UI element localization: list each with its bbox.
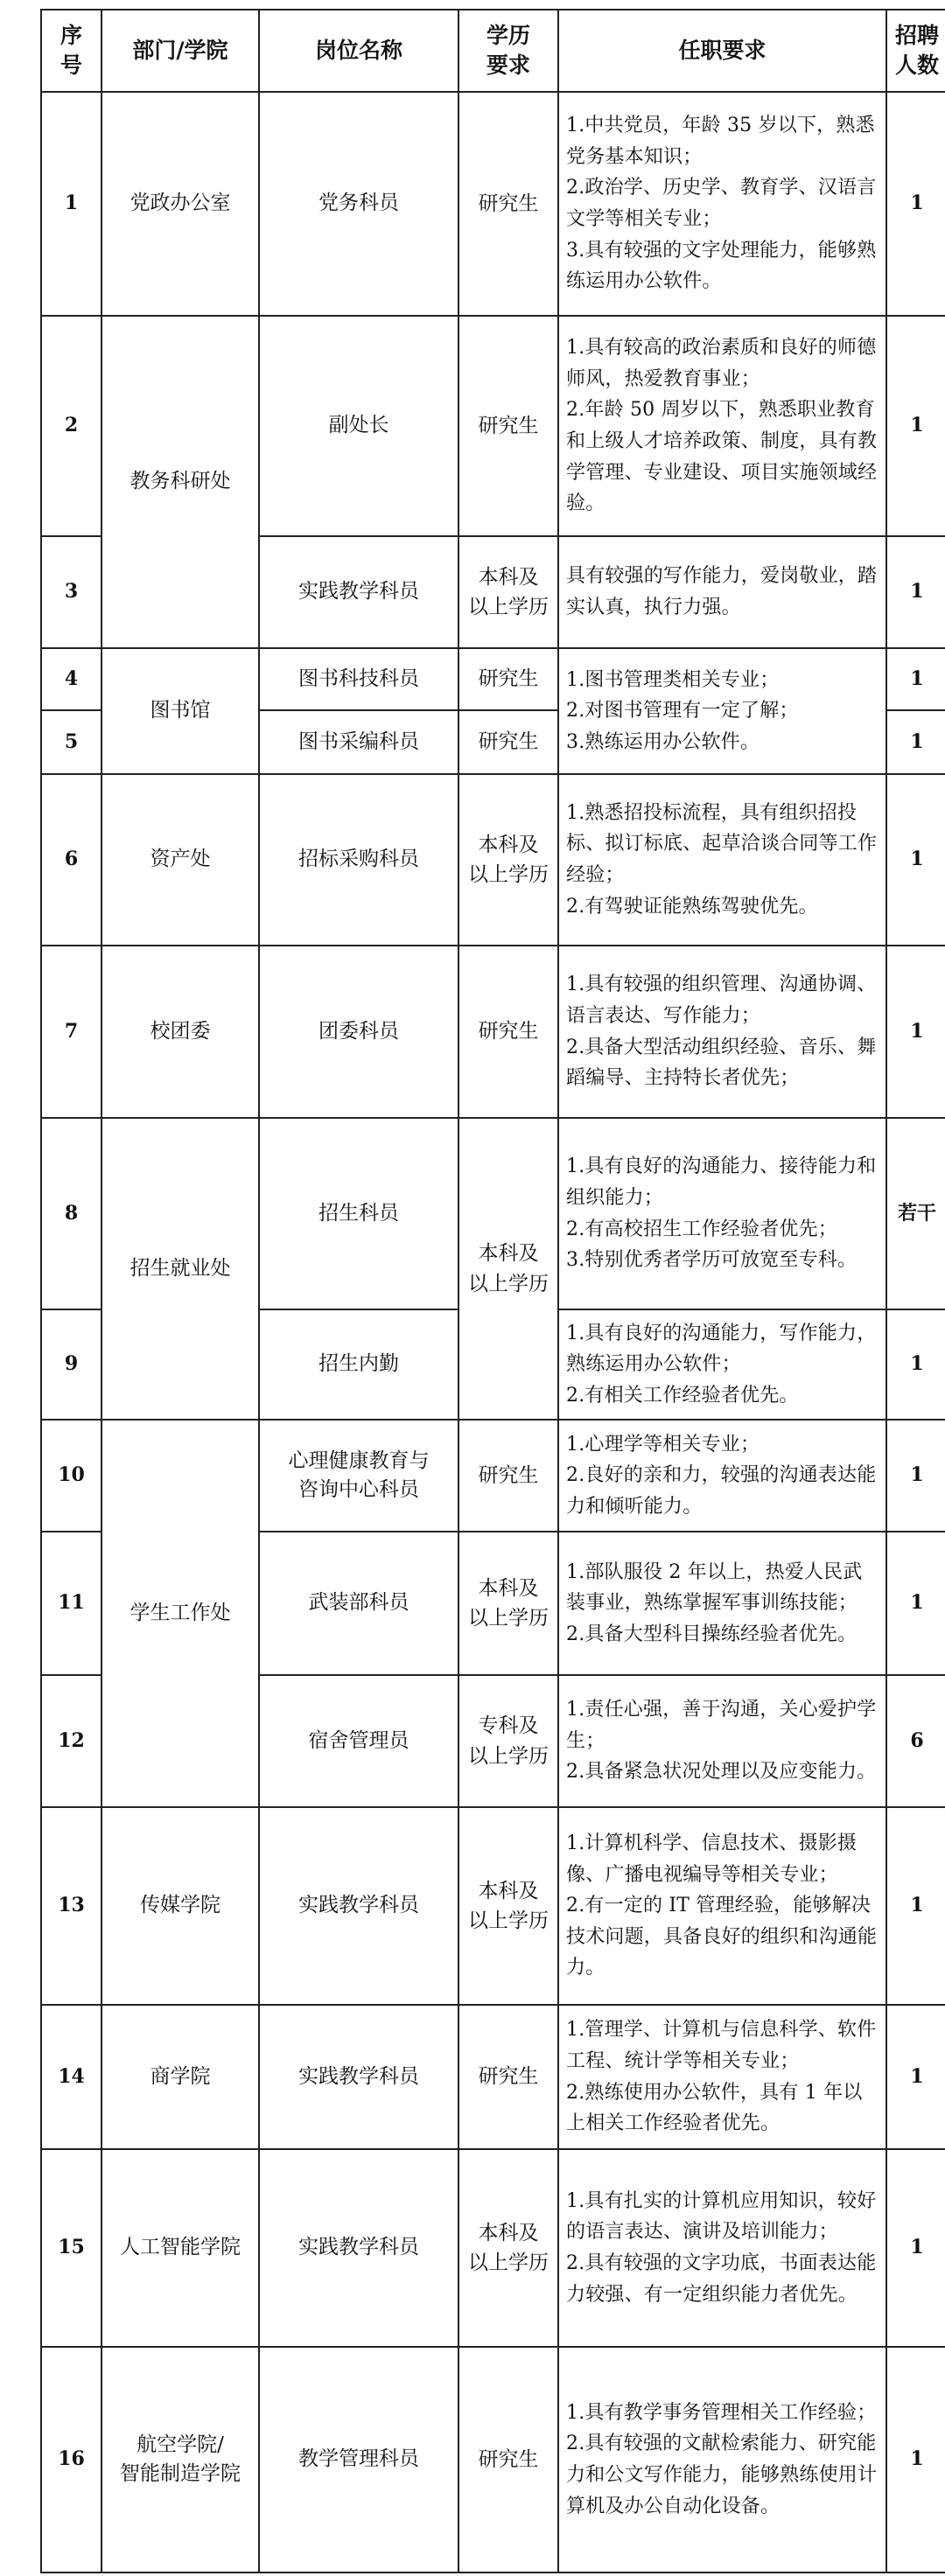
- requirements-cell: [558, 648, 886, 774]
- dept-cell: 校团委: [102, 946, 259, 1118]
- requirement-line: 2.具备大型活动组织经验、音乐、舞蹈编导、主持特长者优先；: [566, 1036, 877, 1090]
- post-cell: 实践教学科员: [259, 2149, 458, 2347]
- header-seq: 序 号: [41, 10, 102, 92]
- seq-cell: 9: [41, 1309, 102, 1420]
- post-cell: 武装部科员: [259, 1532, 458, 1675]
- table-row: [41, 2005, 945, 2149]
- requirement-line: 3.特别优秀者学历可放宽至专科。: [566, 1249, 858, 1272]
- count-cell: 1: [886, 316, 945, 536]
- seq-cell: 3: [41, 536, 102, 648]
- seq-cell: 12: [41, 1675, 102, 1807]
- dept-cell: 学生工作处: [102, 1420, 259, 1807]
- requirement-line: 3.具有较强的文字处理能力，能够熟练运用办公软件。: [566, 239, 877, 293]
- requirements-cell: [558, 946, 886, 1118]
- requirement-line: 2.有驾驶证能熟练驾驶优先。: [566, 895, 818, 918]
- edu-cell: 研究生: [458, 2347, 558, 2573]
- recruitment-table-container: [40, 9, 945, 2573]
- header-edu: 学历 要求: [458, 10, 558, 92]
- table-row: [41, 648, 945, 710]
- requirement-line: 2.对图书管理有一定了解；: [566, 700, 799, 723]
- dept-cell: 商学院: [102, 2005, 259, 2149]
- requirement-line: 2.有一定的 IT 管理经验，能够解决技术问题，具备良好的组织和沟通能力。: [566, 1895, 878, 1979]
- seq-cell: 6: [41, 774, 102, 946]
- count-cell: 1: [886, 1807, 945, 2005]
- requirements-cell: [558, 774, 886, 946]
- count-cell: 6: [886, 1675, 945, 1807]
- seq-cell: 16: [41, 2347, 102, 2573]
- count-cell: 1: [886, 1420, 945, 1532]
- edu-cell: 本科及 以上学历: [458, 536, 558, 648]
- post-cell: 教学管理科员: [259, 2347, 458, 2573]
- post-cell: 副处长: [259, 316, 458, 536]
- edu-cell: 本科及 以上学历: [458, 1807, 558, 2005]
- header-count: 招聘 人数: [886, 10, 945, 92]
- post-cell: 团委科员: [259, 946, 458, 1118]
- requirement-line: 1.图书管理类相关专业；: [566, 668, 780, 691]
- count-cell: 1: [886, 1532, 945, 1675]
- post-cell: 实践教学科员: [259, 1807, 458, 2005]
- requirements-cell: [558, 1118, 886, 1309]
- dept-cell: 图书馆: [102, 648, 259, 774]
- dept-cell: 航空学院/ 智能制造学院: [102, 2347, 259, 2573]
- requirement-line: 2.具有较强的文字功底，书面表达能力较强、有一定组织能力者优先。: [566, 2252, 877, 2306]
- edu-cell: 研究生: [458, 2005, 558, 2149]
- seq-cell: 10: [41, 1420, 102, 1532]
- count-cell: 1: [886, 92, 945, 316]
- requirement-line: 2.具备紧急状况处理以及应变能力。: [566, 1761, 877, 1784]
- requirement-line: 1.具有较强的组织管理、沟通协调、语言表达、写作能力；: [566, 974, 877, 1027]
- requirement-line: 1.具有扎实的计算机应用知识，较好的语言表达、演讲及培训能力；: [566, 2189, 877, 2244]
- count-cell: 1: [886, 774, 945, 946]
- requirement-line: 1.具有良好的沟通能力，写作能力，熟练运用办公软件；: [566, 1322, 877, 1376]
- header-row: [41, 10, 945, 92]
- requirement-line: 1.管理学、计算机与信息科学、软件工程、统计学等相关专业；: [566, 2019, 877, 2072]
- dept-cell: 资产处: [102, 774, 259, 946]
- edu-cell: 本科及 以上学历: [458, 1532, 558, 1675]
- post-cell: 实践教学科员: [259, 2005, 458, 2149]
- post-cell: 心理健康教育与 咨询中心科员: [259, 1420, 458, 1532]
- requirement-line: 2.具备大型科目操练经验者优先。: [566, 1623, 858, 1645]
- seq-cell: 4: [41, 648, 102, 710]
- requirements-cell: [558, 2347, 886, 2573]
- requirements-cell: [558, 316, 886, 536]
- edu-cell: 研究生: [458, 710, 558, 774]
- edu-cell: 研究生: [458, 648, 558, 710]
- count-cell: 1: [886, 2347, 945, 2573]
- table-row: [41, 1420, 945, 1532]
- seq-cell: 11: [41, 1532, 102, 1675]
- requirement-line: 3.熟练运用办公软件。: [566, 730, 760, 753]
- requirement-line: 1.熟悉招投标流程，具有组织招投标、拟订标底、起草洽谈合同等工作经验；: [566, 801, 878, 886]
- requirements-cell: [558, 2149, 886, 2347]
- requirement-line: 2.年龄 50 周岁以下，熟悉职业教育和上级人才培养政策、制度，具有教学管理、专业建设、项目实施领域经验。: [566, 399, 878, 515]
- count-cell: 1: [886, 2149, 945, 2347]
- requirement-line: 1.具有较高的政治素质和良好的师德师风，热爱教育事业；: [566, 337, 877, 390]
- edu-cell: 研究生: [458, 946, 558, 1118]
- seq-cell: 14: [41, 2005, 102, 2149]
- requirements-cell: [558, 1807, 886, 2005]
- requirements-cell: [558, 1309, 886, 1420]
- dept-cell: 教务科研处: [102, 316, 259, 648]
- requirement-line: 2.良好的亲和力，较强的沟通表达能力和倾听能力。: [566, 1464, 877, 1518]
- post-cell: 实践教学科员: [259, 536, 458, 648]
- recruitment-table: [40, 9, 945, 2573]
- requirements-cell: [558, 2005, 886, 2149]
- edu-cell: 研究生: [458, 1420, 558, 1532]
- header-dept: 部门/学院: [102, 10, 259, 92]
- requirement-line: 1.心理学等相关专业；: [566, 1433, 760, 1456]
- table-row: [41, 1118, 945, 1309]
- header-req: 任职要求: [558, 10, 886, 92]
- edu-cell: 本科及 以上学历: [458, 1118, 558, 1420]
- count-cell: 1: [886, 1309, 945, 1420]
- post-cell: 宿舍管理员: [259, 1675, 458, 1807]
- seq-cell: 8: [41, 1118, 102, 1309]
- requirement-line: 2.熟练使用办公软件，具有 1 年以上相关工作经验者优先。: [566, 2081, 863, 2135]
- edu-cell: 研究生: [458, 316, 558, 536]
- count-cell: 若干: [886, 1118, 945, 1309]
- table-row: [41, 92, 945, 316]
- count-cell: 1: [886, 710, 945, 774]
- seq-cell: 15: [41, 2149, 102, 2347]
- requirements-cell: [558, 536, 886, 648]
- requirement-line: 1.计算机科学、信息技术、摄影摄像、广播电视编导等相关专业；: [566, 1832, 858, 1886]
- requirement-line: 1.具有良好的沟通能力、接待能力和组织能力；: [566, 1155, 877, 1209]
- dept-cell: 人工智能学院: [102, 2149, 259, 2347]
- dept-cell: 招生就业处: [102, 1118, 259, 1420]
- dept-cell: 传媒学院: [102, 1807, 259, 2005]
- count-cell: 1: [886, 648, 945, 710]
- post-cell: 招标采购科员: [259, 774, 458, 946]
- header-post: 岗位名称: [259, 10, 458, 92]
- post-cell: 招生科员: [259, 1118, 458, 1309]
- table-row: [41, 946, 945, 1118]
- edu-cell: 专科及 以上学历: [458, 1675, 558, 1807]
- table-row: [41, 2347, 945, 2573]
- post-cell: 图书采编科员: [259, 710, 458, 774]
- edu-cell: 研究生: [458, 92, 558, 316]
- table-row: [41, 1807, 945, 2005]
- dept-cell: 党政办公室: [102, 92, 259, 316]
- table-row: [41, 774, 945, 946]
- post-cell: 党务科员: [259, 92, 458, 316]
- count-cell: 1: [886, 536, 945, 648]
- seq-cell: 13: [41, 1807, 102, 2005]
- edu-cell: 本科及 以上学历: [458, 2149, 558, 2347]
- requirement-line: 2.具有较强的文献检索能力、研究能力和公文写作能力，能够熟练使用计算机及办公自动化设备。: [566, 2433, 878, 2517]
- requirements-cell: [558, 1675, 886, 1807]
- table-row: [41, 2149, 945, 2347]
- requirements-cell: [558, 1532, 886, 1675]
- requirement-line: 2.有相关工作经验者优先。: [566, 1384, 799, 1407]
- requirement-line: 1.责任心强，善于沟通，关心爱护学生；: [566, 1699, 877, 1752]
- requirement-line: 1.中共党员，年龄 35 岁以下，熟悉党务基本知识；: [566, 115, 875, 168]
- requirement-line: 1.部队服役 2 年以上，热爱人民武装事业，熟练掌握军事训练技能；: [566, 1560, 863, 1615]
- requirement-line: 2.有高校招生工作经验者优先；: [566, 1218, 837, 1240]
- table-row: [41, 316, 945, 536]
- requirement-line: 具有较强的写作能力，爱岗敬业，踏实认真，执行力强。: [566, 565, 878, 618]
- seq-cell: 2: [41, 316, 102, 536]
- count-cell: 1: [886, 946, 945, 1118]
- edu-cell: 本科及 以上学历: [458, 774, 558, 946]
- requirements-cell: [558, 92, 886, 316]
- post-cell: 招生内勤: [259, 1309, 458, 1420]
- seq-cell: 1: [41, 92, 102, 316]
- seq-cell: 7: [41, 946, 102, 1118]
- requirement-line: 1.具有教学事务管理相关工作经验；: [566, 2401, 877, 2424]
- count-cell: 1: [886, 2005, 945, 2149]
- seq-cell: 5: [41, 710, 102, 774]
- requirement-line: 2.政治学、历史学、教育学、汉语言文学等相关专业；: [566, 177, 877, 230]
- post-cell: 图书科技科员: [259, 648, 458, 710]
- requirements-cell: [558, 1420, 886, 1532]
